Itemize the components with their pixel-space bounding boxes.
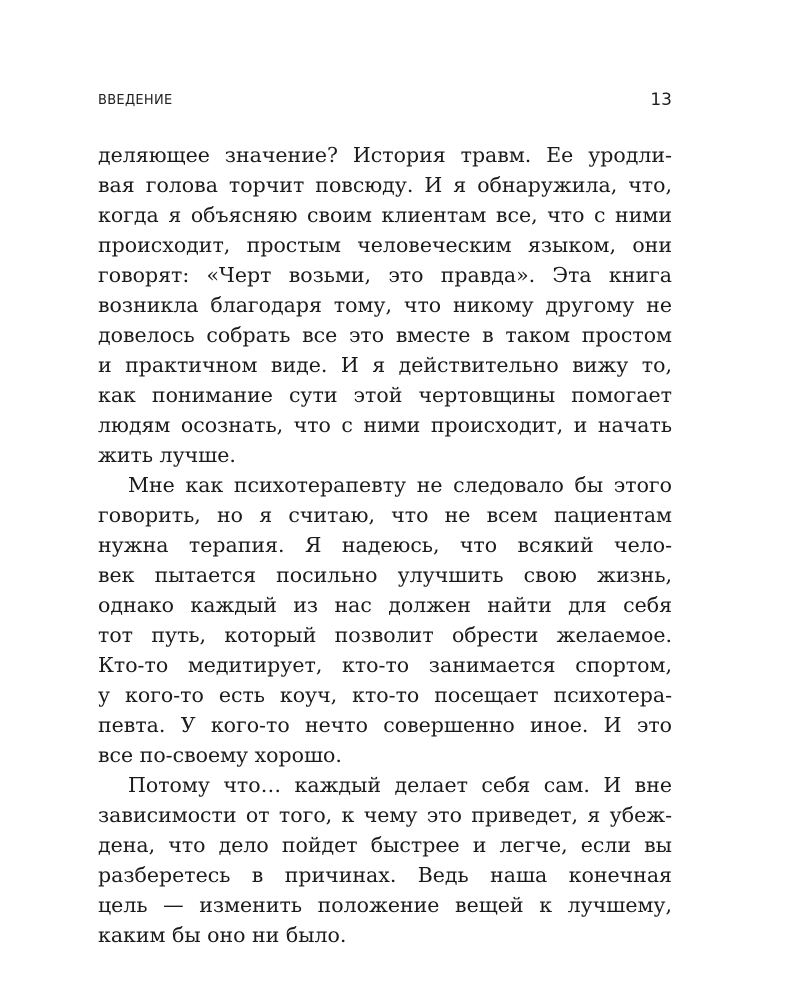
text-line: каким бы оно ни было.	[98, 923, 347, 947]
text-line: все по-своему хорошо.	[98, 743, 342, 767]
text-line: век пытается посильно улучшить свою жизнь,	[98, 563, 672, 587]
running-head: ВВЕДЕНИЕ	[98, 93, 173, 108]
text-line: говорят: «Черт возьми, это правда». Эта книга	[98, 263, 672, 287]
text-line: довелось собрать все это вместе в таком простом	[98, 323, 672, 347]
paragraph-2	[98, 470, 672, 770]
text-line: у кого-то есть коуч, кто-то посещает психотера-	[98, 683, 672, 707]
text-line: разберетесь в причинах. Ведь наша конечная	[98, 863, 672, 887]
text-line: цель — изменить положение вещей к лучшему,	[98, 893, 672, 917]
text-line: тот путь, который позволит обрести желаемое.	[98, 623, 672, 647]
paragraph-3	[98, 770, 672, 950]
text-line: Кто-то медитирует, кто-то занимается спортом,	[98, 653, 672, 677]
page-number: 13	[650, 90, 672, 110]
text-line: происходит, простым человеческим языком, они	[98, 233, 672, 257]
text-line: Потому что… каждый делает себя сам. И вне	[128, 773, 672, 797]
text-line: говорить, но я считаю, что не всем пациентам	[98, 503, 672, 527]
text-line: дена, что дело пойдет быстрее и легче, если вы	[98, 833, 672, 857]
text-line: деляющее значение? История травм. Ее уродли-	[98, 143, 672, 167]
text-line: когда я объясняю своим клиентам все, что с ними	[98, 203, 672, 227]
paragraph-1	[98, 140, 672, 470]
text-line: как понимание сути этой чертовщины помогает	[98, 383, 672, 407]
text-line: нужна терапия. Я надеюсь, что всякий чело-	[98, 533, 672, 557]
text-line: зависимости от того, к чему это приведет, я убеж-	[98, 803, 672, 827]
text-line: людям осознать, что с ними происходит, и начать	[98, 413, 672, 437]
text-line: однако каждый из нас должен найти для себя	[98, 593, 672, 617]
text-line: жить лучше.	[98, 443, 236, 467]
text-line: Мне как психотерапевту не следовало бы этого	[128, 473, 672, 497]
body-text	[98, 140, 672, 950]
text-line: и практичном виде. И я действительно вижу то,	[98, 353, 672, 377]
text-line: вая голова торчит повсюду. И я обнаружила, что,	[98, 173, 672, 197]
text-line: певта. У кого-то нечто совершенно иное. И это	[98, 713, 672, 737]
text-line: возникла благодаря тому, что никому другому не	[98, 293, 672, 317]
